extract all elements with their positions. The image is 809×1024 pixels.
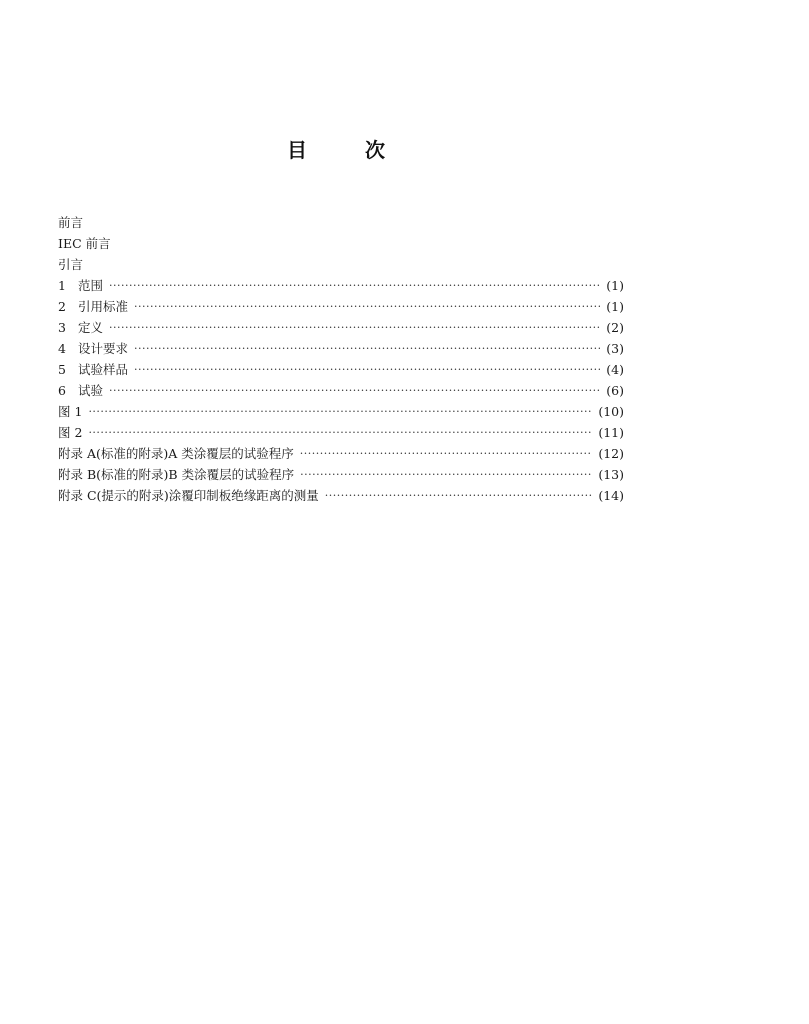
toc-item-page: (3)	[606, 341, 624, 356]
toc-item-label: 引用标准	[78, 299, 129, 314]
toc-item-page: (10)	[598, 404, 624, 419]
toc-item-design-requirements[interactable]	[58, 338, 624, 359]
toc-item-page: (14)	[598, 488, 624, 503]
toc-item-definitions[interactable]	[58, 317, 624, 338]
toc-leader-dots	[134, 296, 600, 317]
toc-item-page: (1)	[606, 299, 624, 314]
toc-item-label: 试验	[78, 383, 104, 398]
toc-item-label: IEC 前言	[58, 236, 111, 251]
toc-item-figure-1[interactable]	[58, 401, 624, 422]
page-title	[287, 134, 385, 163]
toc-item-page: (11)	[598, 425, 624, 440]
title-char-2: 次	[365, 138, 385, 162]
toc-item-foreword[interactable]	[58, 212, 624, 233]
toc-leader-dots	[88, 401, 592, 422]
toc-item-test-specimens[interactable]	[58, 359, 624, 380]
toc-item-page: (4)	[606, 362, 624, 377]
toc-item-page: (12)	[598, 446, 624, 461]
toc-item-label: 定义	[78, 320, 104, 335]
toc-leader-dots	[300, 464, 592, 485]
toc-leader-dots	[88, 422, 592, 443]
toc-leader-dots	[109, 380, 600, 401]
toc-item-page: (13)	[598, 467, 624, 482]
toc-item-number: 5	[58, 362, 66, 377]
toc-item-scope[interactable]	[58, 275, 624, 296]
toc-item-label: 试验样品	[78, 362, 129, 377]
toc-item-page: (2)	[606, 320, 624, 335]
toc-item-label: 图 1	[58, 404, 83, 419]
toc-item-number: 6	[58, 383, 66, 398]
toc-item-figure-2[interactable]	[58, 422, 624, 443]
toc-leader-dots	[134, 359, 600, 380]
toc-item-number: 3	[58, 320, 66, 335]
toc-leader-dots	[325, 485, 593, 506]
toc-leader-dots	[300, 443, 593, 464]
toc-item-number: 2	[58, 299, 66, 314]
toc-item-label: 附录 B(标准的附录)B 类涂覆层的试验程序	[58, 467, 295, 482]
toc-item-label: 引言	[58, 257, 84, 272]
table-of-contents	[58, 212, 624, 506]
toc-item-normative-references[interactable]	[58, 296, 624, 317]
toc-item-page: (6)	[606, 383, 624, 398]
toc-item-number: 4	[58, 341, 66, 356]
title-char-1: 目	[287, 138, 307, 162]
toc-item-appendix-a[interactable]	[58, 443, 624, 464]
toc-item-label: 图 2	[58, 425, 83, 440]
toc-item-appendix-b[interactable]	[58, 464, 624, 485]
toc-leader-dots	[109, 275, 600, 296]
toc-item-tests[interactable]	[58, 380, 624, 401]
toc-item-appendix-c[interactable]	[58, 485, 624, 506]
toc-item-label: 设计要求	[78, 341, 129, 356]
toc-item-introduction[interactable]	[58, 254, 624, 275]
toc-item-label: 附录 C(提示的附录)涂覆印制板绝缘距离的测量	[58, 488, 319, 503]
toc-item-iec-foreword[interactable]	[58, 233, 624, 254]
toc-item-label: 前言	[58, 215, 84, 230]
toc-item-page: (1)	[606, 278, 624, 293]
toc-item-number: 1	[58, 278, 66, 293]
toc-item-label: 范围	[78, 278, 104, 293]
toc-item-label: 附录 A(标准的附录)A 类涂覆层的试验程序	[58, 446, 294, 461]
toc-leader-dots	[134, 338, 600, 359]
toc-leader-dots	[109, 317, 600, 338]
